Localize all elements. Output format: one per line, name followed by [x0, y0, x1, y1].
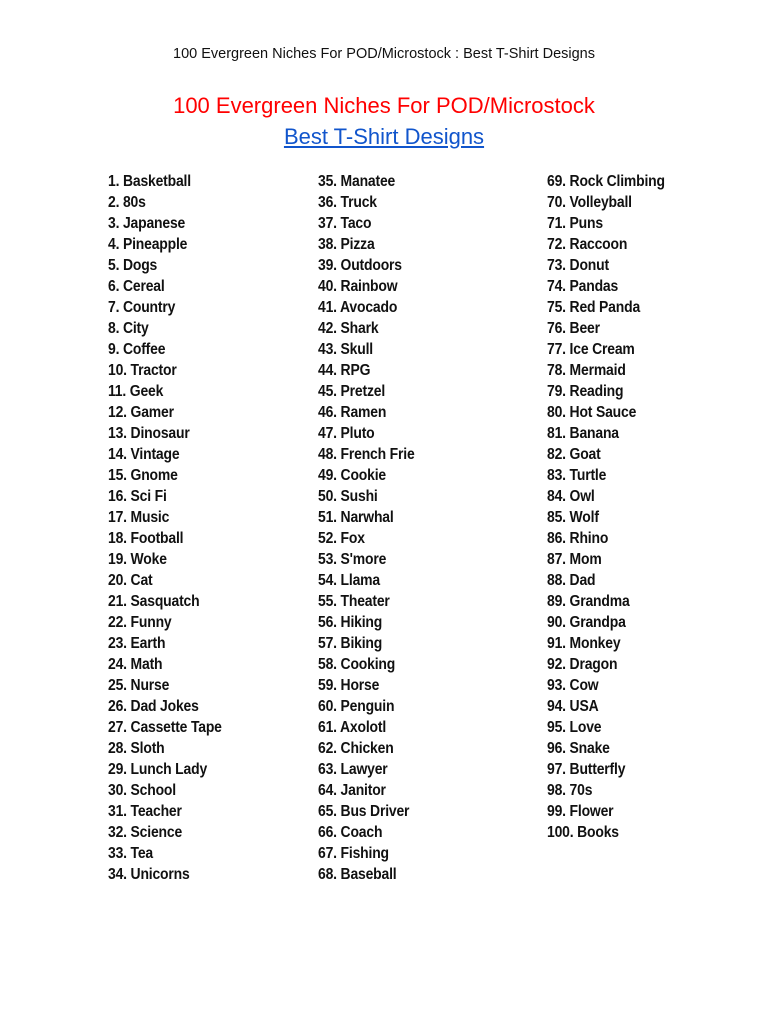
list-item: 83. Turtle: [547, 467, 607, 484]
list-item: 52. Fox: [318, 530, 365, 547]
page-header: 100 Evergreen Niches For POD/Microstock : Best T-Shirt Designs: [173, 46, 595, 62]
list-item: 96. Snake: [547, 740, 610, 757]
list-item: 14. Vintage: [108, 446, 180, 463]
list-item: 41. Avocado: [318, 299, 398, 316]
list-item: 12. Gamer: [108, 404, 174, 421]
list-item: 85. Wolf: [547, 509, 599, 526]
list-item: 13. Dinosaur: [108, 425, 190, 442]
list-item: 73. Donut: [547, 257, 609, 274]
list-item: 72. Raccoon: [547, 236, 628, 253]
list-item: 79. Reading: [547, 383, 624, 400]
list-item: 36. Truck: [318, 194, 377, 211]
list-item: 55. Theater: [318, 593, 390, 610]
list-item: 49. Cookie: [318, 467, 386, 484]
list-item: 99. Flower: [547, 803, 614, 820]
list-item: 75. Red Panda: [547, 299, 641, 316]
list-item: 82. Goat: [547, 446, 601, 463]
list-item: 92. Dragon: [547, 656, 618, 673]
list-item: 19. Woke: [108, 551, 167, 568]
list-item: 35. Manatee: [318, 173, 396, 190]
list-item: 50. Sushi: [318, 488, 378, 505]
list-item: 58. Cooking: [318, 656, 396, 673]
list-item: 86. Rhino: [547, 530, 609, 547]
list-item: 98. 70s: [547, 782, 593, 799]
list-item: 15. Gnome: [108, 467, 178, 484]
subtitle-link[interactable]: Best T-Shirt Designs: [283, 124, 485, 149]
list-item: 47. Pluto: [318, 425, 375, 442]
list-item: 61. Axolotl: [318, 719, 387, 736]
list-item: 54. Llama: [318, 572, 380, 589]
list-item: 21. Sasquatch: [108, 593, 200, 610]
list-item: 56. Hiking: [318, 614, 383, 631]
list-item: 67. Fishing: [318, 845, 389, 862]
list-item: 87. Mom: [547, 551, 602, 568]
list-item: 20. Cat: [108, 572, 153, 589]
list-item: 84. Owl: [547, 488, 595, 505]
niche-list-column-1: [108, 171, 234, 885]
list-item: 42. Shark: [318, 320, 379, 337]
list-item: 97. Butterfly: [547, 761, 626, 778]
list-item: 93. Cow: [547, 677, 599, 694]
document-title: 100 Evergreen Niches For POD/Microstock: [173, 93, 595, 118]
list-item: 5. Dogs: [108, 257, 158, 274]
list-item: 51. Narwhal: [318, 509, 394, 526]
list-item: 76. Beer: [547, 320, 600, 337]
list-item: 44. RPG: [318, 362, 371, 379]
list-item: 28. Sloth: [108, 740, 165, 757]
list-item: 23. Earth: [108, 635, 166, 652]
list-item: 1. Basketball: [108, 173, 191, 190]
list-item: 3. Japanese: [108, 215, 186, 232]
list-item: 70. Volleyball: [547, 194, 632, 211]
list-item: 48. French Frie: [318, 446, 415, 463]
list-item: 74. Pandas: [547, 278, 619, 295]
list-item: 6. Cereal: [108, 278, 165, 295]
list-item: 22. Funny: [108, 614, 172, 631]
list-item: 63. Lawyer: [318, 761, 388, 778]
list-item: 10. Tractor: [108, 362, 177, 379]
list-item: 25. Nurse: [108, 677, 170, 694]
list-item: 18. Football: [108, 530, 184, 547]
list-item: 53. S'more: [318, 551, 387, 568]
list-item: 34. Unicorns: [108, 866, 190, 883]
niche-list-column-2: [318, 171, 425, 885]
document-subtitle: [0, 124, 768, 150]
list-item: 26. Dad Jokes: [108, 698, 199, 715]
list-item: 81. Banana: [547, 425, 619, 442]
list-item: 59. Horse: [318, 677, 380, 694]
list-item: 45. Pretzel: [318, 383, 386, 400]
list-item: 77. Ice Cream: [547, 341, 635, 358]
list-item: 90. Grandpa: [547, 614, 626, 631]
list-item: 40. Rainbow: [318, 278, 398, 295]
list-item: 11. Geek: [108, 383, 164, 400]
list-item: 46. Ramen: [318, 404, 387, 421]
list-item: 17. Music: [108, 509, 170, 526]
list-item: 91. Monkey: [547, 635, 621, 652]
list-item: 43. Skull: [318, 341, 373, 358]
list-item: 2. 80s: [108, 194, 146, 211]
list-item: 78. Mermaid: [547, 362, 626, 379]
list-item: 31. Teacher: [108, 803, 182, 820]
list-item: 94. USA: [547, 698, 599, 715]
list-item: 27. Cassette Tape: [108, 719, 222, 736]
list-item: 8. City: [108, 320, 149, 337]
list-item: 39. Outdoors: [318, 257, 402, 274]
list-item: 69. Rock Climbing: [547, 173, 665, 190]
list-item: 88. Dad: [547, 572, 596, 589]
list-item: 4. Pineapple: [108, 236, 188, 253]
list-item: 60. Penguin: [318, 698, 395, 715]
list-item: 38. Pizza: [318, 236, 375, 253]
list-item: 71. Puns: [547, 215, 603, 232]
list-item: 64. Janitor: [318, 782, 386, 799]
list-item: 57. Biking: [318, 635, 383, 652]
list-item: 68. Baseball: [318, 866, 397, 883]
list-item: 37. Taco: [318, 215, 372, 232]
list-item: 65. Bus Driver: [318, 803, 410, 820]
list-item: 9. Coffee: [108, 341, 166, 358]
list-item: 66. Coach: [318, 824, 383, 841]
list-item: 89. Grandma: [547, 593, 630, 610]
list-item: 80. Hot Sauce: [547, 404, 637, 421]
list-item: 100. Books: [547, 824, 619, 841]
list-item: 32. Science: [108, 824, 183, 841]
list-item: 29. Lunch Lady: [108, 761, 208, 778]
list-item: 30. School: [108, 782, 176, 799]
list-item: 16. Sci Fi: [108, 488, 167, 505]
list-item: 24. Math: [108, 656, 163, 673]
list-item: 33. Tea: [108, 845, 154, 862]
niche-list-column-3: [547, 171, 678, 843]
list-item: 95. Love: [547, 719, 602, 736]
list-item: 7. Country: [108, 299, 176, 316]
list-item: 62. Chicken: [318, 740, 394, 757]
